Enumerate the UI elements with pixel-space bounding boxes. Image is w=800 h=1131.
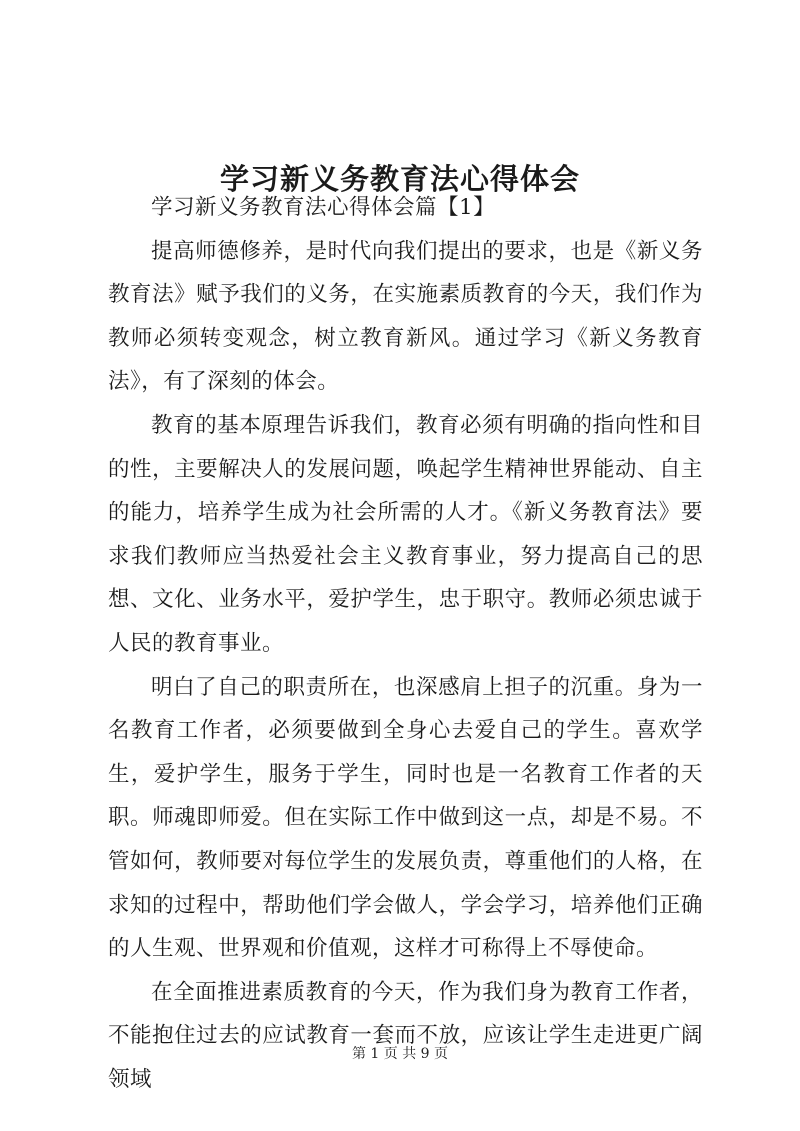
section-heading: 学习新义务教育法心得体会篇【1】 bbox=[151, 195, 496, 220]
document-title: 学习新义务教育法心得体会 bbox=[219, 162, 580, 197]
paragraph-2: 教育的基本原理告诉我们，教育必须有明确的指向性和目的性，主要解决人的发展问题，唤起学生精神世界能动、自主的能力，培养学生成为社会所需的人才。《新义务教育法》要求我们教师应当热爱社会主义教育事业，努力提高自己的思想、文化、业务水平，爱护学生，忠于职守。教师必须忠诚于人民的教育事业。 bbox=[108, 412, 703, 656]
paragraph-4: 在全面推进素质教育的今天，作为我们身为教育工作者，不能抱住过去的应试教育一套而不放，应该让学生走进更广阔领域 bbox=[108, 979, 703, 1092]
paragraph-3: 明白了自己的职责所在，也深感肩上担子的沉重。身为一名教育工作者，必须要做到全身心去爱自己的学生。喜欢学生，爱护学生，服务于学生，同时也是一名教育工作者的天职。师魂即师爱。但在实际工作中做到这一点，却是不易。不管如何，教师要对每位学生的发展负责，尊重他们的人格，在求知的过程中，帮助他们学会做人，学会学习，培养他们正确的人生观、世界观和价值观，这样才可称得上不辱使命。 bbox=[108, 674, 703, 962]
page-number-label: 第 1 页 共 9 页 bbox=[351, 1046, 449, 1062]
paragraph-1: 提高师德修养，是时代向我们提出的要求，也是《新义务教育法》赋予我们的义务，在实施素质教育的今天，我们作为教师必须转变观念，树立教育新风。通过学习《新义务教育法》，有了深刻的体会。 bbox=[108, 238, 703, 395]
document-body bbox=[108, 186, 703, 1101]
page-footer bbox=[0, 1044, 800, 1064]
